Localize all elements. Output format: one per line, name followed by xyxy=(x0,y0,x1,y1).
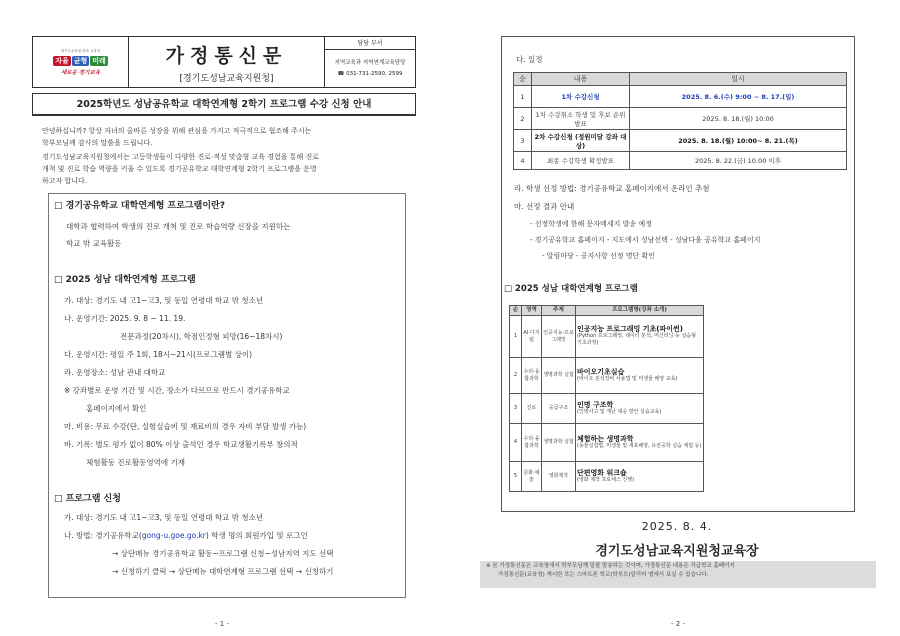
program-cell: 생명과학 실험 xyxy=(542,358,576,394)
section-2-item: 마. 비용: 무료 수강(단, 실험실습비 및 재료비의 경우 자비 부담 발생 가능) xyxy=(64,422,307,431)
section-2-item: 바. 기록: 별도 평가 없이 80% 이상 출석인 경우 학교생활기록부 창의적 xyxy=(64,440,298,449)
program-header: 순 xyxy=(510,306,522,316)
table-row xyxy=(510,424,704,462)
table-row xyxy=(510,462,704,492)
section-2-item: 라. 운영장소: 성남 관내 대학교 xyxy=(64,368,166,377)
logo-main xyxy=(53,56,108,66)
section-3-step-1: → 상단메뉴 경기공유학교 활동~프로그램 신청~성남지역 지도 선택 xyxy=(112,549,334,558)
program-cell: 진로 xyxy=(522,394,542,424)
department-box xyxy=(325,37,415,87)
program-header: 영역 xyxy=(522,306,542,316)
schedule-header: 일시 xyxy=(630,73,847,86)
page-subtitle: [경기도성남교육지원청] xyxy=(179,73,274,84)
logo-word-1: 자율 xyxy=(55,56,69,65)
program-name: 단편영화 워크숍 xyxy=(577,468,627,477)
gong-u-link[interactable]: gong-u.goe.go.kr xyxy=(141,531,206,540)
program-name: 바이오기초실습 xyxy=(577,367,625,376)
page-1 xyxy=(22,0,420,606)
announcement-title: 2025학년도 성남공유학교 대학연계형 2학기 프로그램 수강 신청 안내 xyxy=(32,93,416,116)
program-cell: AI·디지털 xyxy=(522,316,542,358)
schedule-cell: 1차 수강신청 xyxy=(532,86,630,108)
program-header: 프로그램명(강좌 소개) xyxy=(576,306,704,316)
method-text-2: ) 학생 명의 회원가입 및 로그인 xyxy=(205,531,308,540)
program-cell: 1 xyxy=(510,316,522,358)
table-row xyxy=(514,86,847,108)
schedule-cell: 4 xyxy=(514,152,532,170)
issuer: 경기도성남교육지원청교육장 xyxy=(595,544,759,559)
schedule-cell: 2025. 8. 18.(월) 10:00~ 8. 21.(목) xyxy=(630,130,847,152)
section-1-line-1: 대학과 협력하여 학생의 진로 개척 및 진로 학습역량 신장을 지원하는 xyxy=(66,222,291,231)
program-cell: 응급구조 xyxy=(542,394,576,424)
body-line-2: 개척 및 진로 학습 역량을 키울 수 있도록 경기공유학교 대학연계형 2학기 프로그램을 운영 xyxy=(42,165,317,173)
table-row xyxy=(510,394,704,424)
table-row xyxy=(514,152,847,170)
section-2-item: 체험활동 진로활동영역에 기재 xyxy=(86,458,185,467)
program-cell xyxy=(576,424,704,462)
result-line-1: - 선정학생에 한해 문자메세지 발송 예정 xyxy=(530,220,652,228)
footer-note-line-2: 가정통신문(교육청) 게시란 또는 스마트폰 학교(학부모)알리미 앱에서 보실 수 있습니다. xyxy=(498,572,709,578)
program-desc: (Python 프로그래밍, 데이터 분석, 머신러닝 등 실습형 기초과정) xyxy=(577,333,696,346)
footer-note-line-1: ※ 본 가정통신문은 교육청에서 학부모님께 일괄 발송하는 것이며, 가정통신문 내용은 각급학교 홈페이지 xyxy=(486,563,735,569)
logo-word-3: 미래 xyxy=(92,56,106,65)
schedule-cell: 2025. 8. 6.(수) 9:00 ~ 8. 17.(일) xyxy=(630,86,847,108)
department-phone: ☎ 031-731-2590, 2599 xyxy=(337,70,403,77)
schedule-table xyxy=(513,72,847,170)
program-cell: 수리·융합과학 xyxy=(522,358,542,394)
section-2-title: □ 2025 성남 대학연계형 프로그램 xyxy=(54,275,196,285)
program-cell: 인공지능·프로그래밍 xyxy=(542,316,576,358)
section-3-step-2: → 신청하기 클릭 → 상단메뉴 대학연계형 프로그램 선택 → 신청하기 xyxy=(112,567,334,576)
schedule-cell: 최종 수강학생 확정발표 xyxy=(532,152,630,170)
issue-date: 2025. 8. 4. xyxy=(641,520,713,533)
schedule-cell: 2025. 8. 22.(금) 10:00 이후 xyxy=(630,152,847,170)
greeting-line-2: 학부모님께 감사의 말씀을 드립니다. xyxy=(42,139,153,147)
department-name: 지역교육과 지역연계교육담당 xyxy=(334,59,406,66)
schedule-cell: 2025. 8. 18.(월) 10:00 xyxy=(630,108,847,130)
section-3-title: □ 프로그램 신청 xyxy=(54,494,121,504)
table-row xyxy=(510,358,704,394)
program-cell: 영화제작 xyxy=(542,462,576,492)
footer-note xyxy=(480,561,876,588)
program-desc: (인명사고 및 재난 대응 방안 실습교육) xyxy=(577,408,662,415)
section-1-line-2: 학교 밖 교육활동 xyxy=(66,239,122,248)
department-info xyxy=(325,50,415,87)
department-header: 담당 부서 xyxy=(325,37,415,50)
program-cell xyxy=(576,358,704,394)
program-cell: 5 xyxy=(510,462,522,492)
logo-small-text: 경기도교육청 과학 교과서 xyxy=(60,48,101,53)
program-cell: 생명과학 실험 xyxy=(542,424,576,462)
table-row xyxy=(514,130,847,152)
program-desc: (영화 제작 프로세스 진행) xyxy=(577,476,634,483)
result-line-3: - 알림마당 - 공지사항 선정 명단 확인 xyxy=(542,252,656,260)
program-desc: (바이오 분석장비 사용법 및 미생물 배양 교육) xyxy=(577,375,678,382)
program-name: 인공지능 프로그래밍 기초(파이썬) xyxy=(577,325,683,333)
page-2 xyxy=(474,0,880,606)
program-cell xyxy=(576,316,704,358)
body-line-1: 경기도성남교육지원청에서는 고등학생들이 다양한 진로·적성 맞춤형 교육 경험을 통해 진로 xyxy=(42,153,319,161)
logo xyxy=(33,37,129,87)
section-2-item: ※ 강좌별로 운영 기간 및 시간, 장소가 다르므로 반드시 경기공유학교 xyxy=(64,386,290,395)
method-text-1: 나. 방법: 경기공유학교( xyxy=(64,531,142,540)
section-3-target: 가. 대상: 경기도 내 고1~고3, 및 동일 연령대 학교 밖 청소년 xyxy=(64,513,264,522)
page-number-2: - 2 - xyxy=(671,620,685,628)
program-header-row xyxy=(510,306,704,316)
result-title: 마. 선정 결과 안내 xyxy=(514,202,575,211)
schedule-cell: 2 xyxy=(514,108,532,130)
title-block xyxy=(129,37,325,87)
section-2-item: 전문과정(20차시), 학점인정형 피망(16~18차시) xyxy=(120,332,283,341)
program-name: 인명 구조학 xyxy=(577,400,614,409)
section-1-title: □ 경기공유학교 대학연계형 프로그램이란? xyxy=(54,201,225,211)
section-2-item: 다. 운영시간: 평일 주 1회, 18시~21시(프로그램별 상이) xyxy=(64,350,253,359)
header xyxy=(32,36,416,88)
program-cell: 문화·예술 xyxy=(522,462,542,492)
page-title: 가정통신문 xyxy=(165,44,288,67)
program-table xyxy=(509,305,704,492)
schedule-header-row xyxy=(514,73,847,86)
selection-method: 라. 학생 선정 방법: 경기공유학교 홈페이지에서 온라인 추첨 xyxy=(514,184,710,193)
table-row xyxy=(514,108,847,130)
section-2-item: 가. 대상: 경기도 내 고1~고3, 및 동일 연령대 학교 밖 청소년 xyxy=(64,296,264,305)
schedule-cell: 2차 수강신청 (정원미달 강좌 대상) xyxy=(532,130,630,152)
section-3-method xyxy=(64,530,308,541)
page-number-1: - 1 - xyxy=(215,620,229,628)
program-cell: 4 xyxy=(510,424,522,462)
program-cell xyxy=(576,462,704,492)
logo-bottom-text: 새로운 경기교육 xyxy=(60,69,101,76)
schedule-header: 내용 xyxy=(532,73,630,86)
program-name: 체험하는 생명과학 xyxy=(577,434,634,443)
schedule-cell: 1차 수강취소 학생 및 후보 순위 발표 xyxy=(532,108,630,130)
program-cell: 수리·융합과학 xyxy=(522,424,542,462)
section-2-item: 나. 운영기간: 2025. 9. 8 ~ 11. 19. xyxy=(64,314,186,323)
schedule-cell: 3 xyxy=(514,130,532,152)
schedule-title: 다. 일정 xyxy=(516,55,543,64)
result-line-2: - 경기공유학교 홈페이지 - 지도에서 성남선택 - 성남다움 공유학교 홈페이지 xyxy=(530,236,761,244)
program-section-title: □ 2025 성남 대학연계형 프로그램 xyxy=(504,284,638,294)
program-cell xyxy=(576,394,704,424)
table-row xyxy=(510,316,704,358)
body-line-3: 하고자 합니다. xyxy=(42,177,88,185)
logo-word-2: 균형 xyxy=(73,56,88,65)
schedule-header: 순 xyxy=(514,73,532,86)
program-cell: 3 xyxy=(510,394,522,424)
program-header: 주제 xyxy=(542,306,576,316)
program-desc: (동물실험법, 미생물 및 세포배양, 유전공학 실습 체험 등) xyxy=(577,442,702,449)
section-2-item: 홈페이지에서 확인 xyxy=(86,404,147,413)
schedule-cell: 1 xyxy=(514,86,532,108)
greeting-line-1: 안녕하십니까? 항상 자녀의 올바른 성장을 위해 관심을 가지고 적극적으로 협조해 주시는 xyxy=(42,127,312,135)
program-cell: 2 xyxy=(510,358,522,394)
